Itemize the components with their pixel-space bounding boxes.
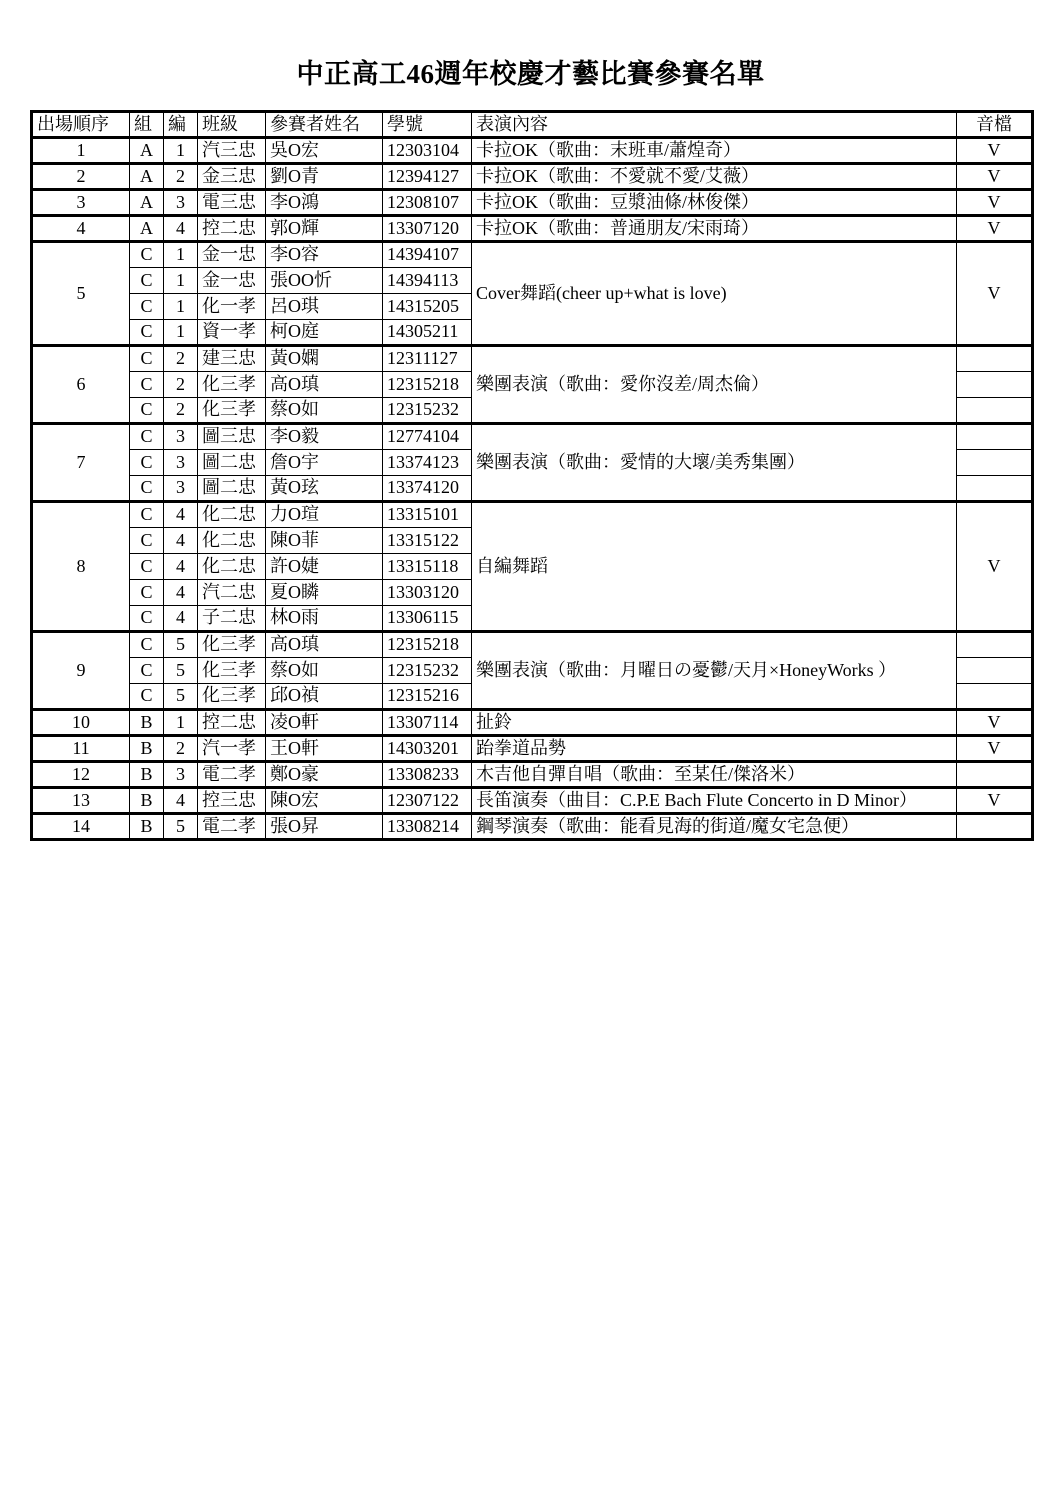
cell-student-id: 13308233 bbox=[383, 761, 472, 787]
cell-no: 3 bbox=[164, 449, 198, 475]
cell-class: 電三忠 bbox=[198, 189, 266, 215]
cell-class: 控二忠 bbox=[198, 215, 266, 241]
cell-student-id: 13303120 bbox=[383, 579, 472, 605]
cell-no: 4 bbox=[164, 605, 198, 631]
cell-audio-flag: V bbox=[957, 163, 1033, 189]
cell-group: C bbox=[130, 605, 164, 631]
cell-student-id: 13374123 bbox=[383, 449, 472, 475]
cell-performance-content: Cover舞蹈(cheer up+what is love) bbox=[472, 241, 957, 345]
cell-participant-name: 邱O禎 bbox=[266, 683, 383, 709]
cell-participant-name: 張OO忻 bbox=[266, 267, 383, 293]
cell-order: 2 bbox=[32, 163, 130, 189]
cell-participant-name: 李O鴻 bbox=[266, 189, 383, 215]
cell-class: 金一忠 bbox=[198, 267, 266, 293]
cell-student-id: 12394127 bbox=[383, 163, 472, 189]
cell-participant-name: 許O婕 bbox=[266, 553, 383, 579]
table-row bbox=[32, 215, 1033, 241]
cell-class: 化一孝 bbox=[198, 293, 266, 319]
column-header-order: 出場順序 bbox=[32, 111, 130, 137]
cell-performance-content: 扯鈴 bbox=[472, 709, 957, 735]
table-row bbox=[32, 241, 1033, 267]
cell-student-id: 13315122 bbox=[383, 527, 472, 553]
cell-no: 5 bbox=[164, 657, 198, 683]
cell-no: 1 bbox=[164, 319, 198, 345]
cell-group: A bbox=[130, 189, 164, 215]
cell-group: C bbox=[130, 371, 164, 397]
cell-student-id: 12315218 bbox=[383, 371, 472, 397]
cell-no: 1 bbox=[164, 241, 198, 267]
cell-participant-name: 李O毅 bbox=[266, 423, 383, 449]
cell-student-id: 14394107 bbox=[383, 241, 472, 267]
cell-class: 化三孝 bbox=[198, 683, 266, 709]
header-row bbox=[32, 111, 1033, 137]
cell-class: 控三忠 bbox=[198, 787, 266, 813]
cell-no: 3 bbox=[164, 761, 198, 787]
cell-class: 化三孝 bbox=[198, 397, 266, 423]
cell-student-id: 12315218 bbox=[383, 631, 472, 657]
cell-performance-content: 自編舞蹈 bbox=[472, 501, 957, 631]
cell-group: C bbox=[130, 501, 164, 527]
cell-no: 2 bbox=[164, 345, 198, 371]
cell-class: 子二忠 bbox=[198, 605, 266, 631]
cell-audio-flag bbox=[957, 657, 1033, 683]
cell-class: 金三忠 bbox=[198, 163, 266, 189]
cell-audio-flag bbox=[957, 423, 1033, 449]
cell-order: 4 bbox=[32, 215, 130, 241]
cell-participant-name: 陳O菲 bbox=[266, 527, 383, 553]
cell-performance-content: 樂團表演（歌曲：愛你沒差/周杰倫） bbox=[472, 345, 957, 423]
table-row bbox=[32, 735, 1033, 761]
cell-class: 汽一孝 bbox=[198, 735, 266, 761]
cell-student-id: 13308214 bbox=[383, 813, 472, 839]
cell-participant-name: 柯O庭 bbox=[266, 319, 383, 345]
cell-group: C bbox=[130, 579, 164, 605]
cell-group: C bbox=[130, 397, 164, 423]
cell-group: C bbox=[130, 241, 164, 267]
cell-no: 1 bbox=[164, 267, 198, 293]
cell-student-id: 14315205 bbox=[383, 293, 472, 319]
cell-class: 電二孝 bbox=[198, 761, 266, 787]
cell-class: 化二忠 bbox=[198, 501, 266, 527]
cell-group: C bbox=[130, 293, 164, 319]
cell-audio-flag: V bbox=[957, 137, 1033, 163]
cell-group: C bbox=[130, 657, 164, 683]
cell-no: 4 bbox=[164, 553, 198, 579]
cell-student-id: 12303104 bbox=[383, 137, 472, 163]
roster-table-container bbox=[30, 110, 1031, 841]
cell-no: 2 bbox=[164, 397, 198, 423]
cell-no: 2 bbox=[164, 163, 198, 189]
cell-no: 2 bbox=[164, 371, 198, 397]
cell-order: 6 bbox=[32, 345, 130, 423]
cell-order: 11 bbox=[32, 735, 130, 761]
cell-audio-flag bbox=[957, 475, 1033, 501]
cell-audio-flag bbox=[957, 397, 1033, 423]
cell-participant-name: 吳O宏 bbox=[266, 137, 383, 163]
cell-group: C bbox=[130, 553, 164, 579]
cell-class: 化三孝 bbox=[198, 657, 266, 683]
cell-student-id: 12311127 bbox=[383, 345, 472, 371]
cell-class: 圖二忠 bbox=[198, 449, 266, 475]
cell-class: 圖二忠 bbox=[198, 475, 266, 501]
cell-group: C bbox=[130, 267, 164, 293]
cell-audio-flag: V bbox=[957, 241, 1033, 345]
cell-student-id: 13374120 bbox=[383, 475, 472, 501]
cell-class: 資一孝 bbox=[198, 319, 266, 345]
cell-group: C bbox=[130, 475, 164, 501]
cell-performance-content: 卡拉OK（歌曲：豆漿油條/林俊傑） bbox=[472, 189, 957, 215]
cell-student-id: 14305211 bbox=[383, 319, 472, 345]
cell-class: 金一忠 bbox=[198, 241, 266, 267]
cell-group: B bbox=[130, 735, 164, 761]
cell-group: B bbox=[130, 709, 164, 735]
cell-group: C bbox=[130, 423, 164, 449]
cell-class: 化二忠 bbox=[198, 553, 266, 579]
cell-student-id: 12307122 bbox=[383, 787, 472, 813]
cell-audio-flag: V bbox=[957, 189, 1033, 215]
cell-class: 汽二忠 bbox=[198, 579, 266, 605]
cell-order: 5 bbox=[32, 241, 130, 345]
cell-group: C bbox=[130, 527, 164, 553]
cell-class: 建三忠 bbox=[198, 345, 266, 371]
cell-no: 4 bbox=[164, 215, 198, 241]
cell-class: 化二忠 bbox=[198, 527, 266, 553]
cell-group: A bbox=[130, 137, 164, 163]
cell-audio-flag bbox=[957, 761, 1033, 787]
cell-student-id: 13315118 bbox=[383, 553, 472, 579]
cell-student-id: 12315232 bbox=[383, 397, 472, 423]
cell-no: 2 bbox=[164, 735, 198, 761]
cell-group: A bbox=[130, 163, 164, 189]
cell-audio-flag bbox=[957, 371, 1033, 397]
cell-participant-name: 詹O宇 bbox=[266, 449, 383, 475]
cell-order: 1 bbox=[32, 137, 130, 163]
cell-participant-name: 力O瑄 bbox=[266, 501, 383, 527]
cell-student-id: 14394113 bbox=[383, 267, 472, 293]
page-title: 中正高工46週年校慶才藝比賽參賽名單 bbox=[296, 59, 765, 89]
cell-participant-name: 張O昇 bbox=[266, 813, 383, 839]
cell-group: C bbox=[130, 319, 164, 345]
cell-performance-content: 跆拳道品勢 bbox=[472, 735, 957, 761]
cell-group: B bbox=[130, 787, 164, 813]
cell-class: 汽三忠 bbox=[198, 137, 266, 163]
cell-audio-flag: V bbox=[957, 735, 1033, 761]
cell-participant-name: 凌O軒 bbox=[266, 709, 383, 735]
cell-participant-name: 林O雨 bbox=[266, 605, 383, 631]
cell-student-id: 13306115 bbox=[383, 605, 472, 631]
cell-no: 5 bbox=[164, 631, 198, 657]
cell-performance-content: 卡拉OK（歌曲：普通朋友/宋雨琦） bbox=[472, 215, 957, 241]
table-row bbox=[32, 137, 1033, 163]
cell-class: 化三孝 bbox=[198, 631, 266, 657]
cell-participant-name: 黃O嫻 bbox=[266, 345, 383, 371]
cell-no: 5 bbox=[164, 813, 198, 839]
cell-no: 3 bbox=[164, 475, 198, 501]
cell-no: 3 bbox=[164, 423, 198, 449]
cell-student-id: 13307114 bbox=[383, 709, 472, 735]
cell-student-id: 12774104 bbox=[383, 423, 472, 449]
cell-participant-name: 李O容 bbox=[266, 241, 383, 267]
cell-performance-content: 木吉他自彈自唱（歌曲：至某任/傑洛米） bbox=[472, 761, 957, 787]
cell-order: 12 bbox=[32, 761, 130, 787]
cell-order: 7 bbox=[32, 423, 130, 501]
cell-no: 4 bbox=[164, 501, 198, 527]
table-row bbox=[32, 787, 1033, 813]
cell-no: 4 bbox=[164, 579, 198, 605]
table-row bbox=[32, 423, 1033, 449]
table-row bbox=[32, 163, 1033, 189]
cell-performance-content: 樂團表演（歌曲：月曜日の憂鬱/天月×HoneyWorks ） bbox=[472, 631, 957, 709]
cell-no: 1 bbox=[164, 137, 198, 163]
cell-participant-name: 陳O宏 bbox=[266, 787, 383, 813]
cell-order: 8 bbox=[32, 501, 130, 631]
table-row bbox=[32, 631, 1033, 657]
cell-order: 13 bbox=[32, 787, 130, 813]
table-row bbox=[32, 501, 1033, 527]
cell-group: C bbox=[130, 449, 164, 475]
cell-order: 3 bbox=[32, 189, 130, 215]
cell-class: 圖三忠 bbox=[198, 423, 266, 449]
column-header-name: 參賽者姓名 bbox=[266, 111, 383, 137]
cell-student-id: 12315232 bbox=[383, 657, 472, 683]
cell-audio-flag bbox=[957, 631, 1033, 657]
cell-student-id: 14303201 bbox=[383, 735, 472, 761]
roster-table bbox=[30, 110, 1034, 841]
cell-performance-content: 鋼琴演奏（歌曲：能看見海的街道/魔女宅急便） bbox=[472, 813, 957, 839]
cell-audio-flag: V bbox=[957, 787, 1033, 813]
cell-performance-content: 卡拉OK（歌曲：不愛就不愛/艾薇） bbox=[472, 163, 957, 189]
cell-student-id: 12308107 bbox=[383, 189, 472, 215]
table-row bbox=[32, 709, 1033, 735]
cell-class: 化三孝 bbox=[198, 371, 266, 397]
cell-class: 電二孝 bbox=[198, 813, 266, 839]
cell-participant-name: 夏O瞵 bbox=[266, 579, 383, 605]
cell-no: 4 bbox=[164, 787, 198, 813]
cell-participant-name: 呂O琪 bbox=[266, 293, 383, 319]
cell-participant-name: 高O瑱 bbox=[266, 371, 383, 397]
cell-participant-name: 蔡O如 bbox=[266, 657, 383, 683]
table-body bbox=[32, 137, 1033, 839]
cell-participant-name: 劉O青 bbox=[266, 163, 383, 189]
table-head bbox=[32, 111, 1033, 137]
column-header-student-id: 學號 bbox=[383, 111, 472, 137]
cell-no: 5 bbox=[164, 683, 198, 709]
table-row bbox=[32, 813, 1033, 839]
cell-participant-name: 鄭O豪 bbox=[266, 761, 383, 787]
column-header-no: 編 bbox=[164, 111, 198, 137]
cell-order: 10 bbox=[32, 709, 130, 735]
table-row bbox=[32, 189, 1033, 215]
cell-order: 9 bbox=[32, 631, 130, 709]
cell-performance-content: 樂團表演（歌曲：愛情的大壞/美秀集團） bbox=[472, 423, 957, 501]
cell-audio-flag: V bbox=[957, 215, 1033, 241]
cell-audio-flag bbox=[957, 345, 1033, 371]
cell-group: C bbox=[130, 683, 164, 709]
cell-audio-flag: V bbox=[957, 709, 1033, 735]
cell-audio-flag: V bbox=[957, 501, 1033, 631]
cell-student-id: 12315216 bbox=[383, 683, 472, 709]
cell-student-id: 13307120 bbox=[383, 215, 472, 241]
cell-participant-name: 郭O輝 bbox=[266, 215, 383, 241]
cell-participant-name: 高O瑱 bbox=[266, 631, 383, 657]
column-header-class: 班級 bbox=[198, 111, 266, 137]
cell-group: C bbox=[130, 631, 164, 657]
cell-no: 1 bbox=[164, 293, 198, 319]
cell-group: C bbox=[130, 345, 164, 371]
cell-group: B bbox=[130, 761, 164, 787]
cell-student-id: 13315101 bbox=[383, 501, 472, 527]
cell-group: A bbox=[130, 215, 164, 241]
cell-order: 14 bbox=[32, 813, 130, 839]
cell-performance-content: 長笛演奏（曲目：C.P.E Bach Flute Concerto in D Minor） bbox=[472, 787, 957, 813]
table-row bbox=[32, 345, 1033, 371]
cell-participant-name: 黃O玹 bbox=[266, 475, 383, 501]
table-row bbox=[32, 761, 1033, 787]
column-header-audio: 音檔 bbox=[957, 111, 1033, 137]
column-header-content: 表演內容 bbox=[472, 111, 957, 137]
cell-no: 3 bbox=[164, 189, 198, 215]
cell-participant-name: 王O軒 bbox=[266, 735, 383, 761]
cell-participant-name: 蔡O如 bbox=[266, 397, 383, 423]
cell-no: 4 bbox=[164, 527, 198, 553]
cell-group: B bbox=[130, 813, 164, 839]
cell-audio-flag bbox=[957, 813, 1033, 839]
cell-performance-content: 卡拉OK（歌曲：末班車/蕭煌奇） bbox=[472, 137, 957, 163]
cell-audio-flag bbox=[957, 683, 1033, 709]
cell-class: 控二忠 bbox=[198, 709, 266, 735]
cell-no: 1 bbox=[164, 709, 198, 735]
cell-audio-flag bbox=[957, 449, 1033, 475]
column-header-group: 組 bbox=[130, 111, 164, 137]
